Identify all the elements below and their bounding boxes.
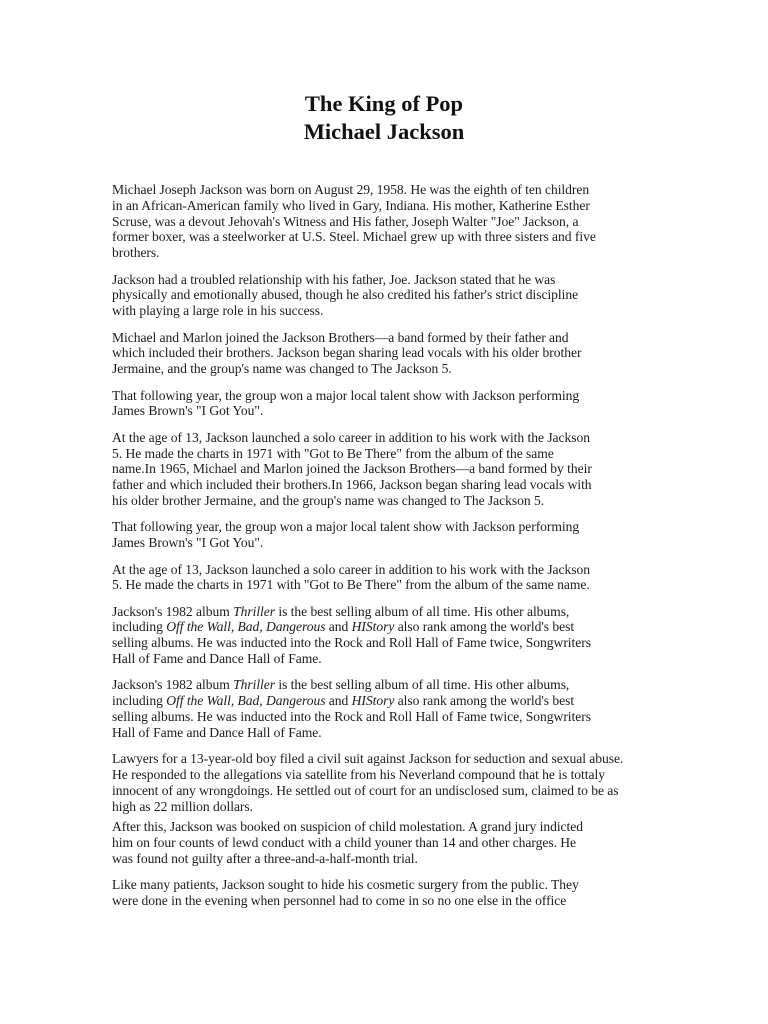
text-line: in an African-American family who lived in Gary, Indiana. His mother, Katherine Esther: [112, 197, 590, 213]
italic-title: Off the Wall, Bad, Dangerous: [166, 693, 326, 709]
text-line: selling albums. He was inducted into the Rock and Roll Hall of Fame twice, Songwriters: [112, 709, 591, 725]
text-line: 5. He made the charts in 1971 with "Got to Be There" from the album of the same: [112, 445, 554, 461]
paragraph: [112, 519, 716, 551]
text-line: [112, 693, 716, 709]
paragraph: [112, 562, 716, 594]
text-line: father and which included their brothers.In 1966, Jackson began sharing lead vocals with: [112, 477, 592, 493]
text-line: were done in the evening when personnel had to come in so no one else in the office: [112, 893, 567, 909]
text-line: At the age of 13, Jackson launched a solo career in addition to his work with the Jackson: [112, 429, 591, 445]
text-line: which included their brothers. Jackson began sharing lead vocals with his older brother: [112, 345, 582, 361]
text-line: That following year, the group won a major local talent show with Jackson performing: [112, 519, 580, 535]
text-line: Michael and Marlon joined the Jackson Brothers—a band formed by their father and: [112, 329, 569, 345]
text-run: Jackson's 1982 album: [112, 603, 234, 619]
text-run: including: [112, 619, 167, 635]
text-run: Jackson's 1982 album: [112, 677, 234, 693]
paragraph: [112, 272, 716, 319]
text-run: is the best selling album of all time. His other albums,: [275, 603, 570, 619]
italic-title: Thriller: [233, 603, 275, 619]
document-body: [112, 182, 716, 920]
text-line: At the age of 13, Jackson launched a solo career in addition to his work with the Jackson: [112, 561, 591, 577]
italic-title: HIStory: [351, 693, 395, 709]
text-run: including: [112, 693, 167, 709]
paragraph: [112, 330, 716, 377]
text-line: He responded to the allegations via satellite from his Neverland compound that he is tottaly: [112, 767, 605, 783]
text-line: high as 22 million dollars.: [112, 798, 253, 814]
text-run: and: [325, 693, 352, 709]
italic-title: HIStory: [351, 619, 395, 635]
text-line: innocent of any wrongdoings. He settled out of court for an undisclosed sum, claimed to be as: [112, 782, 619, 798]
italic-title: Thriller: [233, 677, 275, 693]
document-title: [0, 90, 768, 146]
text-line: That following year, the group won a major local talent show with Jackson performing: [112, 387, 580, 403]
text-line: After this, Jackson was booked on suspicion of child molestation. A grand jury indicted: [112, 819, 583, 835]
paragraph: [112, 388, 716, 420]
text-line: [112, 619, 716, 635]
paragraph: [112, 877, 716, 909]
text-line: Hall of Fame and Dance Hall of Fame.: [112, 651, 322, 667]
text-line: name.In 1965, Michael and Marlon joined the Jackson Brothers—a band formed by their: [112, 461, 592, 477]
text-line: [112, 604, 716, 620]
text-line: 5. He made the charts in 1971 with "Got to Be There" from the album of the same name.: [112, 577, 590, 593]
text-line: former boxer, was a steelworker at U.S. Steel. Michael grew up with three sisters and five: [112, 229, 596, 245]
italic-title: Off the Wall, Bad, Dangerous: [166, 619, 326, 635]
paragraph: [112, 430, 716, 509]
text-run: and: [325, 619, 352, 635]
text-line: brothers.: [112, 245, 160, 261]
text-line: Scruse, was a devout Jehovah's Witness and His father, Joseph Walter "Joe" Jackson, a: [112, 213, 579, 229]
title-line-1: The King of Pop: [304, 91, 464, 116]
text-line: Jermaine, and the group's name was changed to The Jackson 5.: [112, 361, 452, 377]
text-run: is the best selling album of all time. His other albums,: [275, 677, 570, 693]
text-run: also rank among the world's best: [394, 619, 575, 635]
text-line: Like many patients, Jackson sought to hide his cosmetic surgery from the public. They: [112, 877, 579, 893]
text-line: Jackson had a troubled relationship with his father, Joe. Jackson stated that he was: [112, 271, 556, 287]
paragraph: [112, 819, 716, 866]
paragraph: [112, 751, 716, 814]
text-line: Michael Joseph Jackson was born on August 29, 1958. He was the eighth of ten children: [112, 182, 590, 197]
text-line: selling albums. He was inducted into the Rock and Roll Hall of Fame twice, Songwriters: [112, 635, 591, 651]
text-line: [112, 677, 716, 693]
paragraph: [112, 677, 716, 740]
text-line: was found not guilty after a three-and-a-half-month trial.: [112, 851, 418, 867]
paragraph: [112, 182, 716, 261]
paragraph: [112, 604, 716, 667]
text-line: James Brown's "I Got You".: [112, 403, 264, 419]
text-line: him on four counts of lewd conduct with a child youner than 14 and other charges. He: [112, 835, 577, 851]
text-line: James Brown's "I Got You".: [112, 535, 264, 551]
text-line: physically and emotionally abused, though he also credited his father's strict discipline: [112, 287, 579, 303]
text-line: Hall of Fame and Dance Hall of Fame.: [112, 724, 322, 740]
title-line-2: Michael Jackson: [303, 119, 465, 144]
text-line: his older brother Jermaine, and the group's name was changed to The Jackson 5.: [112, 492, 545, 508]
text-line: Lawyers for a 13-year-old boy filed a civil suit against Jackson for seduction and sexual abuse.: [112, 751, 624, 767]
text-run: also rank among the world's best: [394, 693, 575, 709]
text-line: with playing a large role in his success.: [112, 303, 324, 319]
